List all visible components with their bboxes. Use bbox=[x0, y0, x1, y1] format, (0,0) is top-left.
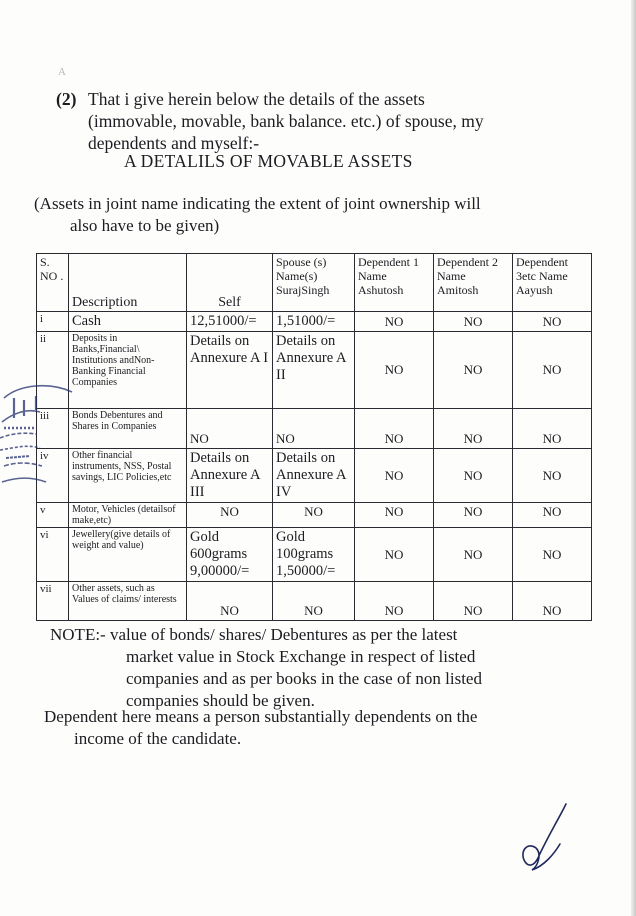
row-spouse: NO bbox=[273, 503, 355, 528]
row-dependent-1: NO bbox=[355, 503, 434, 528]
table-header-row bbox=[37, 254, 592, 312]
row-self: NO bbox=[187, 503, 273, 528]
dependent-line-1: Dependent here means a person substantially dependents on the bbox=[44, 707, 478, 726]
row-sno: v bbox=[37, 503, 69, 528]
dependent-line-2: income of the candidate. bbox=[74, 729, 242, 748]
row-dependent-1: NO bbox=[355, 312, 434, 332]
row-dependent-3: NO bbox=[513, 312, 592, 332]
row-self: NO bbox=[187, 409, 273, 449]
official-stamp-seal bbox=[0, 378, 80, 496]
intro-line-2: (immovable, movable, bank balance. etc.) of spouse, my bbox=[88, 111, 484, 131]
row-dependent-3: NO bbox=[513, 409, 592, 449]
row-spouse: Details on Annexure A IV bbox=[273, 449, 355, 503]
header-self: Self bbox=[187, 254, 273, 312]
row-sno: iv bbox=[37, 449, 69, 503]
row-self: NO bbox=[187, 582, 273, 621]
row-description: Bonds Debentures and Shares in Companies bbox=[69, 409, 187, 449]
row-dependent-3: NO bbox=[513, 332, 592, 409]
header-spouse: Spouse (s) Name(s) SurajSingh bbox=[273, 254, 355, 312]
row-dependent-2: NO bbox=[434, 449, 513, 503]
item-number: (2) bbox=[56, 89, 77, 109]
row-spouse: NO bbox=[273, 409, 355, 449]
row-dependent-1: NO bbox=[355, 332, 434, 409]
row-dependent-2: NO bbox=[434, 503, 513, 528]
note-line-1: NOTE:- value of bonds/ shares/ Debentures as per the latest bbox=[50, 625, 458, 644]
row-sno: i bbox=[37, 312, 69, 332]
header-dependent-2: Dependent 2 Name Amitosh bbox=[434, 254, 513, 312]
table-row bbox=[37, 503, 592, 528]
movable-assets-table bbox=[36, 253, 592, 621]
table-row bbox=[37, 582, 592, 621]
row-dependent-1: NO bbox=[355, 528, 434, 582]
row-sno: iii bbox=[37, 409, 69, 449]
row-spouse: NO bbox=[273, 582, 355, 621]
row-dependent-2: NO bbox=[434, 582, 513, 621]
note-line-3: companies and as per books in the case of non listed bbox=[126, 669, 482, 688]
row-self: Details on Annexure A III bbox=[187, 449, 273, 503]
row-description: Motor, Vehicles (detailsof make,etc) bbox=[69, 503, 187, 528]
row-self: Gold 600grams 9,00000/= bbox=[187, 528, 273, 582]
valuation-note bbox=[50, 624, 580, 712]
note-line-4: companies should be given. bbox=[126, 691, 315, 710]
header-description: Description bbox=[69, 254, 187, 312]
signature bbox=[498, 800, 578, 875]
joint-note-line-1: (Assets in joint name indicating the extent of joint ownership will bbox=[34, 194, 481, 213]
row-dependent-1: NO bbox=[355, 449, 434, 503]
header-sno: S. NO . bbox=[37, 254, 69, 312]
row-sno: vi bbox=[37, 528, 69, 582]
table-row bbox=[37, 528, 592, 582]
intro-paragraph bbox=[56, 88, 576, 154]
table-row bbox=[37, 312, 592, 332]
row-description: Other assets, such as Values of claims/ interests bbox=[69, 582, 187, 621]
page-mark: A bbox=[58, 66, 66, 78]
table-row bbox=[37, 409, 592, 449]
joint-ownership-note bbox=[34, 193, 594, 237]
row-spouse: Gold 100grams 1,50000/= bbox=[273, 528, 355, 582]
row-description: Other financial instruments, NSS, Postal savings, LIC Policies,etc bbox=[69, 449, 187, 503]
row-self: Details on Annexure A I bbox=[187, 332, 273, 409]
page-edge bbox=[631, 0, 636, 916]
row-dependent-1: NO bbox=[355, 582, 434, 621]
joint-note-line-2: also have to be given) bbox=[70, 216, 220, 235]
row-description: Deposits in Banks,Financial\ Institutions andNon-Banking Financial Companies bbox=[69, 332, 187, 409]
row-dependent-3: NO bbox=[513, 582, 592, 621]
row-dependent-2: NO bbox=[434, 409, 513, 449]
row-spouse: Details on Annexure A II bbox=[273, 332, 355, 409]
row-spouse: 1,51000/= bbox=[273, 312, 355, 332]
section-heading: A DETALILS OF MOVABLE ASSETS bbox=[124, 151, 413, 171]
row-description: Jewellery(give details of weight and value) bbox=[69, 528, 187, 582]
note-line-2: market value in Stock Exchange in respect of listed bbox=[126, 647, 476, 666]
row-sno: vii bbox=[37, 582, 69, 621]
table-row bbox=[37, 449, 592, 503]
table-row bbox=[37, 332, 592, 409]
row-dependent-3: NO bbox=[513, 528, 592, 582]
row-sno: ii bbox=[37, 332, 69, 409]
header-dependent-3: Dependent 3etc Name Aayush bbox=[513, 254, 592, 312]
row-self: 12,51000/= bbox=[187, 312, 273, 332]
row-dependent-3: NO bbox=[513, 503, 592, 528]
row-dependent-3: NO bbox=[513, 449, 592, 503]
row-dependent-2: NO bbox=[434, 528, 513, 582]
intro-line-3: dependents and myself:- bbox=[88, 133, 260, 153]
header-dependent-1: Dependent 1 Name Ashutosh bbox=[355, 254, 434, 312]
row-dependent-2: NO bbox=[434, 312, 513, 332]
row-dependent-1: NO bbox=[355, 409, 434, 449]
intro-line-1: (2) That i give herein below the details of the assets bbox=[56, 89, 425, 109]
dependent-definition bbox=[44, 706, 604, 750]
row-dependent-2: NO bbox=[434, 332, 513, 409]
row-description: Cash bbox=[69, 312, 187, 332]
